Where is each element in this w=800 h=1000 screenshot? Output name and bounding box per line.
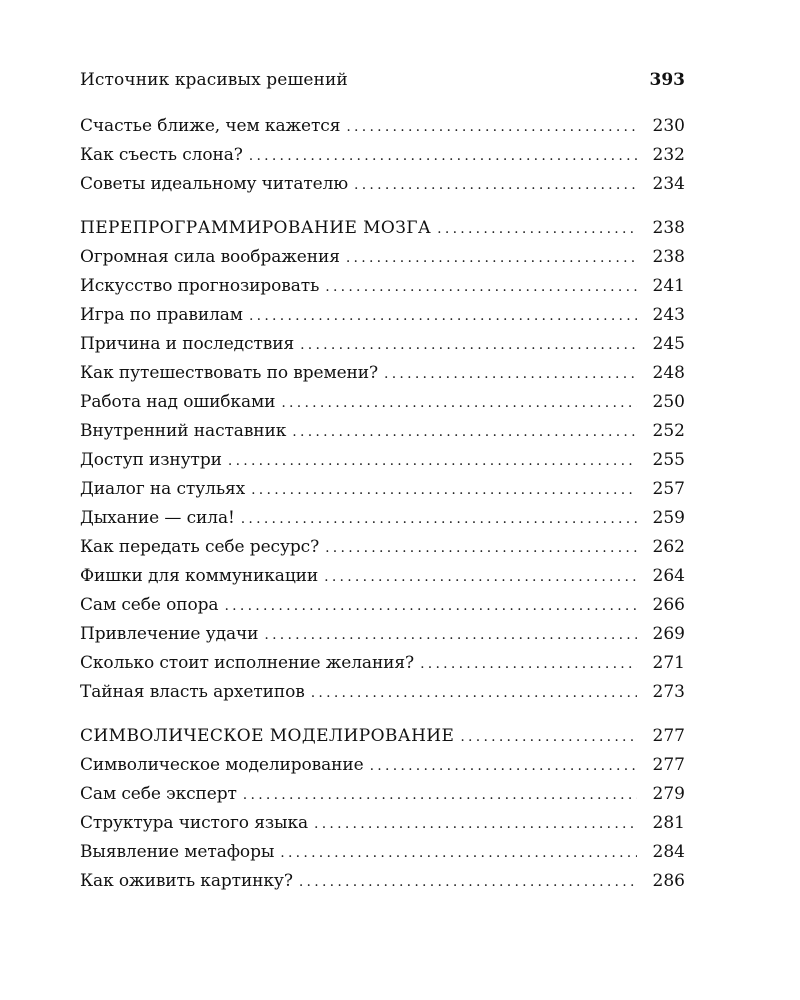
dot-leader (346, 244, 637, 272)
toc-entry[interactable] (80, 809, 685, 838)
toc-entry-page: 286 (652, 871, 685, 891)
toc-entry-page: 252 (652, 421, 685, 441)
toc-entry-page: 234 (652, 174, 685, 194)
toc-entry-page: 250 (652, 392, 685, 412)
toc-entry-page: 279 (652, 784, 685, 804)
toc-entry[interactable] (80, 446, 685, 475)
toc-entry-page: 255 (652, 450, 685, 470)
toc-entry-title: Выявление метафоры (80, 842, 275, 862)
dot-leader (384, 360, 637, 388)
dot-leader (281, 389, 637, 417)
toc-entry-title: Внутренний наставник (80, 421, 287, 441)
dot-leader (311, 679, 637, 707)
toc-entry[interactable] (80, 141, 685, 170)
toc-entry-page: 245 (652, 334, 685, 354)
dot-leader (460, 723, 637, 751)
toc-entry-title: Сколько стоит исполнение желания? (80, 653, 415, 673)
toc-entry[interactable] (80, 330, 685, 359)
toc-entry[interactable] (80, 272, 685, 301)
toc-entry[interactable] (80, 678, 685, 707)
toc-entry-title: Как оживить картинку? (80, 871, 293, 891)
toc-group (80, 112, 685, 199)
toc-entry-page: 241 (652, 276, 685, 296)
toc-entry-title: Дыхание — сила! (80, 508, 235, 528)
dot-leader (325, 534, 637, 562)
toc-entry[interactable] (80, 417, 685, 446)
dot-leader (354, 171, 637, 199)
toc-entry-page: 257 (652, 479, 685, 499)
toc-entry-title: Огромная сила воображения (80, 247, 340, 267)
toc-page (80, 70, 685, 896)
dot-leader (300, 331, 637, 359)
toc-entry-title: Счастье ближе, чем кажется (80, 116, 341, 136)
toc-entry-page: 271 (652, 653, 685, 673)
page-number: 393 (649, 70, 685, 90)
dot-leader (249, 142, 637, 170)
toc-section-title: ПЕРЕПРОГРАММИРОВАНИЕ МОЗГА (80, 218, 432, 238)
toc-entry[interactable] (80, 504, 685, 533)
toc-entry-page: 248 (652, 363, 685, 383)
toc-entry-title: Как передать себе ресурс? (80, 537, 320, 557)
toc-entry-title: Искусство прогнозировать (80, 276, 320, 296)
toc-entry[interactable] (80, 243, 685, 272)
toc-entry-title: Игра по правилам (80, 305, 243, 325)
toc-entry[interactable] (80, 475, 685, 504)
toc-entry-page: 243 (652, 305, 685, 325)
toc-section-page: 238 (652, 218, 685, 238)
toc-entry-title: Причина и последствия (80, 334, 295, 354)
toc-entry-title: Как съесть слона? (80, 145, 243, 165)
toc-group (80, 214, 685, 707)
toc-entry-title: Доступ изнутри (80, 450, 222, 470)
dot-leader (420, 650, 637, 678)
dot-leader (249, 302, 637, 330)
toc-entry-page: 281 (652, 813, 685, 833)
toc-entry-title: Советы идеальному читателю (80, 174, 349, 194)
toc-entry-title: Диалог на стульях (80, 479, 246, 499)
dot-leader (264, 621, 637, 649)
dot-leader (251, 476, 637, 504)
toc-entry[interactable] (80, 620, 685, 649)
toc-entry-page: 238 (652, 247, 685, 267)
toc-entry-page: 230 (652, 116, 685, 136)
dot-leader (325, 273, 637, 301)
toc-section-page: 277 (652, 726, 685, 746)
toc-entry-page: 277 (652, 755, 685, 775)
toc-entry-page: 266 (652, 595, 685, 615)
dot-leader (314, 810, 637, 838)
toc-entry[interactable] (80, 780, 685, 809)
toc-entry-title: Работа над ошибками (80, 392, 276, 412)
toc-entry[interactable] (80, 867, 685, 896)
toc-entry[interactable] (80, 649, 685, 678)
toc-entry-title: Структура чистого языка (80, 813, 309, 833)
toc-entry-page: 264 (652, 566, 685, 586)
dot-leader (299, 868, 637, 896)
dot-leader (437, 215, 637, 243)
toc-entry[interactable] (80, 388, 685, 417)
dot-leader (346, 113, 637, 141)
dot-leader (280, 839, 637, 867)
toc-entry-page: 262 (652, 537, 685, 557)
toc-entry[interactable] (80, 838, 685, 867)
toc-group (80, 722, 685, 896)
toc-entry-title: Тайная власть архетипов (80, 682, 305, 702)
toc-entry-title: Сам себе опора (80, 595, 219, 615)
toc-entry[interactable] (80, 359, 685, 388)
dot-leader (243, 781, 637, 809)
toc-section-heading[interactable] (80, 722, 685, 751)
toc-entry[interactable] (80, 562, 685, 591)
toc-entry-page: 273 (652, 682, 685, 702)
toc-entry-title: Сам себе эксперт (80, 784, 237, 804)
toc-section-title: СИМВОЛИЧЕСКОЕ МОДЕЛИРОВАНИЕ (80, 726, 455, 746)
toc-entry-page: 269 (652, 624, 685, 644)
toc-entry[interactable] (80, 170, 685, 199)
toc-entry-page: 232 (652, 145, 685, 165)
toc-entry[interactable] (80, 533, 685, 562)
dot-leader (324, 563, 637, 591)
dot-leader (228, 447, 637, 475)
toc-entry[interactable] (80, 301, 685, 330)
dot-leader (292, 418, 637, 446)
dot-leader (241, 505, 637, 533)
running-title: Источник красивых решений (80, 70, 348, 90)
toc-section-heading[interactable] (80, 214, 685, 243)
toc-entry-title: Фишки для коммуникации (80, 566, 319, 586)
toc-entry-title: Как путешествовать по времени? (80, 363, 379, 383)
toc-entry[interactable] (80, 591, 685, 620)
toc-entry-page: 284 (652, 842, 685, 862)
dot-leader (370, 752, 637, 780)
page-header (80, 70, 685, 98)
dot-leader (224, 592, 637, 620)
toc-entry[interactable] (80, 751, 685, 780)
toc-entry-title: Привлечение удачи (80, 624, 259, 644)
toc-entry[interactable] (80, 112, 685, 141)
toc-entry-page: 259 (652, 508, 685, 528)
toc-entry-title: Символическое моделирование (80, 755, 364, 775)
